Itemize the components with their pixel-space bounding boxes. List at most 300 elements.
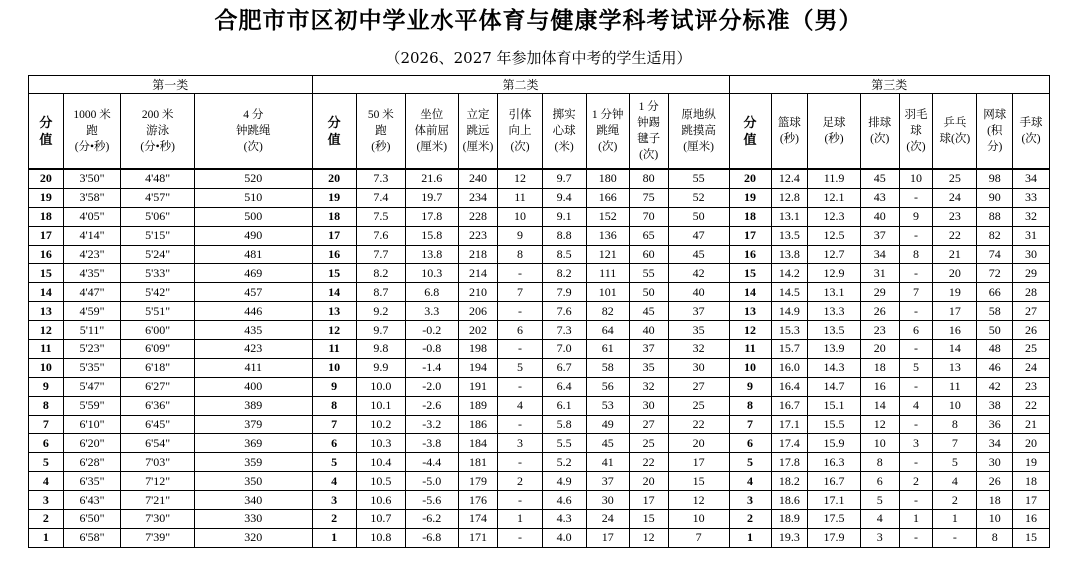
cell-pingpong: 2 bbox=[933, 491, 977, 510]
cell-rope4: 490 bbox=[194, 226, 312, 245]
header-line: 掷实 bbox=[552, 109, 576, 121]
cell-shuttle: 30 bbox=[629, 396, 668, 415]
cell-football: 13.9 bbox=[808, 340, 861, 359]
cell-dash50: 10.1 bbox=[356, 396, 405, 415]
cell-vjump: 40 bbox=[668, 283, 729, 302]
cell-pullup: - bbox=[498, 491, 542, 510]
cell-tennis: 8 bbox=[977, 528, 1013, 547]
score-cell: 15 bbox=[312, 264, 356, 283]
cell-badminton: 2 bbox=[899, 472, 933, 491]
cell-sitreach: 17.8 bbox=[406, 207, 459, 226]
header-line: 50 米 bbox=[367, 109, 394, 121]
header-line: 分 bbox=[39, 115, 53, 130]
header-line: (次) bbox=[639, 149, 659, 161]
cell-vjump: 22 bbox=[668, 415, 729, 434]
cell-longjump: 171 bbox=[458, 528, 498, 547]
cell-tennis: 30 bbox=[977, 453, 1013, 472]
cell-basketball: 12.4 bbox=[771, 169, 808, 188]
score-cell: 1 bbox=[29, 528, 64, 547]
cell-swim200: 6'36" bbox=[121, 396, 195, 415]
cell-football: 13.1 bbox=[808, 283, 861, 302]
cell-volleyball: 34 bbox=[860, 245, 899, 264]
score-cell: 14 bbox=[29, 283, 64, 302]
score-cell: 8 bbox=[729, 396, 771, 415]
column-header-row bbox=[29, 94, 1050, 170]
table-row bbox=[29, 188, 1050, 207]
cell-volleyball: 12 bbox=[860, 415, 899, 434]
table-row bbox=[29, 340, 1050, 359]
cell-volleyball: 16 bbox=[860, 377, 899, 396]
cell-tennis: 98 bbox=[977, 169, 1013, 188]
cell-vjump: 7 bbox=[668, 528, 729, 547]
cell-sitreach: 13.8 bbox=[406, 245, 459, 264]
table-row bbox=[29, 510, 1050, 529]
header-line: 值 bbox=[39, 132, 53, 147]
header-medicine-ball bbox=[542, 94, 586, 170]
header-line: 球 bbox=[910, 125, 922, 137]
score-cell: 12 bbox=[729, 321, 771, 340]
cell-pullup: 3 bbox=[498, 434, 542, 453]
cell-swim200: 7'39" bbox=[121, 528, 195, 547]
cell-rope4: 500 bbox=[194, 207, 312, 226]
table-row bbox=[29, 245, 1050, 264]
cell-vjump: 17 bbox=[668, 453, 729, 472]
cell-vjump: 45 bbox=[668, 245, 729, 264]
cell-pullup: - bbox=[498, 377, 542, 396]
header-line: 值 bbox=[743, 132, 757, 147]
cell-dash50: 7.6 bbox=[356, 226, 405, 245]
cell-swim200: 6'00" bbox=[121, 321, 195, 340]
score-cell: 10 bbox=[29, 358, 64, 377]
score-cell: 6 bbox=[729, 434, 771, 453]
score-cell: 14 bbox=[729, 283, 771, 302]
cell-pingpong: 5 bbox=[933, 453, 977, 472]
cell-pingpong: 22 bbox=[933, 226, 977, 245]
cell-longjump: 223 bbox=[458, 226, 498, 245]
cell-rope4: 435 bbox=[194, 321, 312, 340]
cell-swim200: 7'12" bbox=[121, 472, 195, 491]
cell-pullup: 12 bbox=[498, 169, 542, 188]
score-cell: 4 bbox=[729, 472, 771, 491]
cell-run1000: 6'20" bbox=[63, 434, 121, 453]
cell-tennis: 66 bbox=[977, 283, 1013, 302]
cell-dash50: 9.2 bbox=[356, 302, 405, 321]
cell-rope1: 45 bbox=[586, 434, 629, 453]
cell-tennis: 36 bbox=[977, 415, 1013, 434]
cell-rope4: 481 bbox=[194, 245, 312, 264]
cell-basketball: 14.9 bbox=[771, 302, 808, 321]
cell-handball: 30 bbox=[1013, 245, 1050, 264]
cell-sitreach: -0.2 bbox=[406, 321, 459, 340]
cell-shuttle: 70 bbox=[629, 207, 668, 226]
cell-rope4: 369 bbox=[194, 434, 312, 453]
cell-ballthrow: 6.4 bbox=[542, 377, 586, 396]
score-cell: 8 bbox=[29, 396, 64, 415]
score-cell: 18 bbox=[312, 207, 356, 226]
header-line: 心球 bbox=[552, 125, 576, 137]
header-line: (分•秒) bbox=[140, 141, 176, 153]
cell-ballthrow: 6.7 bbox=[542, 358, 586, 377]
cell-handball: 15 bbox=[1013, 528, 1050, 547]
cell-sitreach: 19.7 bbox=[406, 188, 459, 207]
cell-pingpong: 20 bbox=[933, 264, 977, 283]
cell-ballthrow: 7.3 bbox=[542, 321, 586, 340]
cell-ballthrow: 7.9 bbox=[542, 283, 586, 302]
cell-pingpong: 25 bbox=[933, 169, 977, 188]
cell-shuttle: 40 bbox=[629, 321, 668, 340]
table-row bbox=[29, 472, 1050, 491]
page-title: 合肥市市区初中学业水平体育与健康学科考试评分标准（男） bbox=[214, 8, 863, 34]
cell-tennis: 26 bbox=[977, 472, 1013, 491]
cell-tennis: 46 bbox=[977, 358, 1013, 377]
score-cell: 11 bbox=[29, 340, 64, 359]
cell-badminton: 3 bbox=[899, 434, 933, 453]
header-line: (秒) bbox=[371, 141, 391, 153]
header-tennis bbox=[977, 94, 1013, 170]
cell-pullup: 9 bbox=[498, 226, 542, 245]
cell-basketball: 12.8 bbox=[771, 188, 808, 207]
header-line: 向上 bbox=[508, 125, 532, 137]
cell-volleyball: 4 bbox=[860, 510, 899, 529]
table-row bbox=[29, 415, 1050, 434]
score-cell: 17 bbox=[29, 226, 64, 245]
cell-swim200: 5'33" bbox=[121, 264, 195, 283]
cell-football: 17.1 bbox=[808, 491, 861, 510]
category-header-row bbox=[29, 76, 1050, 94]
cell-handball: 32 bbox=[1013, 207, 1050, 226]
cell-pullup: - bbox=[498, 453, 542, 472]
cell-shuttle: 60 bbox=[629, 245, 668, 264]
cell-badminton: 5 bbox=[899, 358, 933, 377]
table-row bbox=[29, 226, 1050, 245]
header-line: (厘米) bbox=[462, 141, 494, 153]
cell-football: 13.5 bbox=[808, 321, 861, 340]
cell-longjump: 189 bbox=[458, 396, 498, 415]
cell-tennis: 90 bbox=[977, 188, 1013, 207]
cell-rope1: 180 bbox=[586, 169, 629, 188]
table-row bbox=[29, 528, 1050, 547]
cell-rope4: 359 bbox=[194, 453, 312, 472]
cell-shuttle: 15 bbox=[629, 510, 668, 529]
cell-badminton: - bbox=[899, 491, 933, 510]
cell-dash50: 9.7 bbox=[356, 321, 405, 340]
header-line: (秒) bbox=[779, 133, 799, 145]
cell-ballthrow: 4.0 bbox=[542, 528, 586, 547]
cell-tennis: 88 bbox=[977, 207, 1013, 226]
cell-shuttle: 75 bbox=[629, 188, 668, 207]
score-cell: 19 bbox=[29, 188, 64, 207]
cell-run1000: 5'11" bbox=[63, 321, 121, 340]
cell-shuttle: 55 bbox=[629, 264, 668, 283]
cell-longjump: 181 bbox=[458, 453, 498, 472]
header-line: 钟跳绳 bbox=[236, 125, 271, 137]
score-cell: 6 bbox=[29, 434, 64, 453]
cell-run1000: 4'47" bbox=[63, 283, 121, 302]
header-line: 跑 bbox=[375, 125, 387, 137]
cell-pullup: - bbox=[498, 340, 542, 359]
score-cell: 7 bbox=[312, 415, 356, 434]
header-line: 毽子 bbox=[637, 133, 661, 145]
cell-basketball: 13.5 bbox=[771, 226, 808, 245]
cell-shuttle: 37 bbox=[629, 340, 668, 359]
cell-sitreach: -6.2 bbox=[406, 510, 459, 529]
cell-longjump: 179 bbox=[458, 472, 498, 491]
cell-tennis: 74 bbox=[977, 245, 1013, 264]
cell-pingpong: - bbox=[933, 528, 977, 547]
score-cell: 20 bbox=[729, 169, 771, 188]
cell-vjump: 12 bbox=[668, 491, 729, 510]
header-line: 跳绳 bbox=[596, 125, 620, 137]
table-row bbox=[29, 302, 1050, 321]
cell-tennis: 42 bbox=[977, 377, 1013, 396]
cell-shuttle: 45 bbox=[629, 302, 668, 321]
cell-ballthrow: 8.8 bbox=[542, 226, 586, 245]
header-line: (米) bbox=[554, 141, 574, 153]
score-cell: 19 bbox=[729, 188, 771, 207]
score-cell: 13 bbox=[29, 302, 64, 321]
cell-vjump: 55 bbox=[668, 169, 729, 188]
cell-football: 15.9 bbox=[808, 434, 861, 453]
cell-handball: 27 bbox=[1013, 302, 1050, 321]
cell-rope1: 64 bbox=[586, 321, 629, 340]
cell-swim200: 6'54" bbox=[121, 434, 195, 453]
cell-swim200: 5'06" bbox=[121, 207, 195, 226]
cell-rope1: 17 bbox=[586, 528, 629, 547]
cell-swim200: 6'18" bbox=[121, 358, 195, 377]
cell-volleyball: 14 bbox=[860, 396, 899, 415]
cell-vjump: 50 bbox=[668, 207, 729, 226]
header-volleyball bbox=[860, 94, 899, 170]
cell-basketball: 18.2 bbox=[771, 472, 808, 491]
header-line: 分) bbox=[987, 141, 1003, 153]
score-cell: 2 bbox=[29, 510, 64, 529]
cell-rope1: 58 bbox=[586, 358, 629, 377]
cell-shuttle: 25 bbox=[629, 434, 668, 453]
cell-rope1: 101 bbox=[586, 283, 629, 302]
cell-vjump: 52 bbox=[668, 188, 729, 207]
cell-football: 15.1 bbox=[808, 396, 861, 415]
cell-handball: 23 bbox=[1013, 377, 1050, 396]
header-vertical-jump bbox=[668, 94, 729, 170]
header-standing-long-jump bbox=[458, 94, 498, 170]
cell-run1000: 6'35" bbox=[63, 472, 121, 491]
cell-handball: 22 bbox=[1013, 396, 1050, 415]
cell-rope1: 111 bbox=[586, 264, 629, 283]
cell-shuttle: 35 bbox=[629, 358, 668, 377]
score-cell: 8 bbox=[312, 396, 356, 415]
cell-swim200: 5'15" bbox=[121, 226, 195, 245]
cell-rope4: 350 bbox=[194, 472, 312, 491]
cell-longjump: 234 bbox=[458, 188, 498, 207]
cell-longjump: 210 bbox=[458, 283, 498, 302]
cell-longjump: 191 bbox=[458, 377, 498, 396]
cell-football: 17.9 bbox=[808, 528, 861, 547]
cell-vjump: 35 bbox=[668, 321, 729, 340]
cell-rope1: 136 bbox=[586, 226, 629, 245]
cell-volleyball: 6 bbox=[860, 472, 899, 491]
cell-badminton: - bbox=[899, 188, 933, 207]
cell-longjump: 186 bbox=[458, 415, 498, 434]
header-line: (次) bbox=[1021, 133, 1041, 145]
cell-sitreach: -3.8 bbox=[406, 434, 459, 453]
cell-rope4: 389 bbox=[194, 396, 312, 415]
cell-tennis: 58 bbox=[977, 302, 1013, 321]
cell-handball: 25 bbox=[1013, 340, 1050, 359]
cell-dash50: 10.0 bbox=[356, 377, 405, 396]
cell-basketball: 18.9 bbox=[771, 510, 808, 529]
cell-ballthrow: 5.5 bbox=[542, 434, 586, 453]
table-row bbox=[29, 264, 1050, 283]
cell-handball: 31 bbox=[1013, 226, 1050, 245]
cell-longjump: 240 bbox=[458, 169, 498, 188]
cell-football: 14.7 bbox=[808, 377, 861, 396]
cell-pullup: 1 bbox=[498, 510, 542, 529]
cell-dash50: 10.3 bbox=[356, 434, 405, 453]
cell-handball: 18 bbox=[1013, 472, 1050, 491]
cell-rope4: 457 bbox=[194, 283, 312, 302]
header-sit-and-reach bbox=[406, 94, 459, 170]
score-cell: 20 bbox=[29, 169, 64, 188]
cell-pullup: 2 bbox=[498, 472, 542, 491]
cell-rope1: 30 bbox=[586, 491, 629, 510]
header-line: 体前屈 bbox=[414, 125, 450, 137]
cell-volleyball: 20 bbox=[860, 340, 899, 359]
table-row bbox=[29, 321, 1050, 340]
header-line: 1 分钟 bbox=[591, 109, 624, 121]
cell-swim200: 5'24" bbox=[121, 245, 195, 264]
cell-swim200: 6'45" bbox=[121, 415, 195, 434]
cell-rope4: 320 bbox=[194, 528, 312, 547]
score-cell: 11 bbox=[729, 340, 771, 359]
header-line: 排球 bbox=[868, 117, 892, 129]
header-basketball bbox=[771, 94, 808, 170]
cell-sitreach: 3.3 bbox=[406, 302, 459, 321]
header-handball bbox=[1013, 94, 1050, 170]
cell-volleyball: 29 bbox=[860, 283, 899, 302]
cell-football: 16.3 bbox=[808, 453, 861, 472]
cell-dash50: 7.3 bbox=[356, 169, 405, 188]
header-line: (次) bbox=[870, 133, 890, 145]
cell-shuttle: 50 bbox=[629, 283, 668, 302]
cell-rope1: 82 bbox=[586, 302, 629, 321]
cell-shuttle: 32 bbox=[629, 377, 668, 396]
cell-rope4: 423 bbox=[194, 340, 312, 359]
cell-ballthrow: 5.8 bbox=[542, 415, 586, 434]
cell-volleyball: 18 bbox=[860, 358, 899, 377]
header-line: 钟踢 bbox=[637, 117, 661, 129]
score-cell: 2 bbox=[729, 510, 771, 529]
cell-shuttle: 20 bbox=[629, 472, 668, 491]
cell-rope4: 330 bbox=[194, 510, 312, 529]
cell-pullup: 8 bbox=[498, 245, 542, 264]
cell-pingpong: 10 bbox=[933, 396, 977, 415]
cell-badminton: - bbox=[899, 453, 933, 472]
score-header-1 bbox=[29, 94, 64, 170]
cell-rope1: 166 bbox=[586, 188, 629, 207]
cell-longjump: 198 bbox=[458, 340, 498, 359]
score-cell: 7 bbox=[29, 415, 64, 434]
header-1min-rope bbox=[586, 94, 629, 170]
cell-dash50: 8.2 bbox=[356, 264, 405, 283]
cell-run1000: 6'10" bbox=[63, 415, 121, 434]
header-line: 1 分 bbox=[638, 101, 659, 113]
header-line: (积 bbox=[987, 125, 1003, 137]
header-line: 足球 bbox=[822, 117, 846, 129]
cell-tennis: 48 bbox=[977, 340, 1013, 359]
header-line: (厘米) bbox=[416, 141, 448, 153]
scoring-table bbox=[28, 75, 1050, 548]
cell-run1000: 6'28" bbox=[63, 453, 121, 472]
header-line: (秒) bbox=[824, 133, 844, 145]
header-line: 200 米 bbox=[141, 109, 174, 121]
cell-football: 12.5 bbox=[808, 226, 861, 245]
score-cell: 16 bbox=[29, 245, 64, 264]
cell-ballthrow: 8.2 bbox=[542, 264, 586, 283]
category-two: 第二类 bbox=[312, 76, 729, 94]
header-line: 跳摸高 bbox=[681, 125, 716, 137]
cell-swim200: 4'57" bbox=[121, 188, 195, 207]
cell-shuttle: 27 bbox=[629, 415, 668, 434]
cell-sitreach: -2.6 bbox=[406, 396, 459, 415]
cell-badminton: - bbox=[899, 302, 933, 321]
score-cell: 3 bbox=[29, 491, 64, 510]
cell-vjump: 30 bbox=[668, 358, 729, 377]
table-row bbox=[29, 377, 1050, 396]
cell-football: 16.7 bbox=[808, 472, 861, 491]
cell-rope4: 400 bbox=[194, 377, 312, 396]
cell-swim200: 6'27" bbox=[121, 377, 195, 396]
cell-sitreach: 10.3 bbox=[406, 264, 459, 283]
cell-handball: 17 bbox=[1013, 491, 1050, 510]
cell-volleyball: 8 bbox=[860, 453, 899, 472]
header-line: 乒乓 bbox=[943, 117, 967, 129]
cell-rope1: 152 bbox=[586, 207, 629, 226]
cell-basketball: 13.8 bbox=[771, 245, 808, 264]
cell-run1000: 6'43" bbox=[63, 491, 121, 510]
cell-volleyball: 23 bbox=[860, 321, 899, 340]
score-cell: 13 bbox=[312, 302, 356, 321]
cell-volleyball: 5 bbox=[860, 491, 899, 510]
score-cell: 16 bbox=[312, 245, 356, 264]
cell-tennis: 72 bbox=[977, 264, 1013, 283]
header-line: 1000 米 bbox=[73, 109, 111, 121]
cell-handball: 33 bbox=[1013, 188, 1050, 207]
header-pull-up bbox=[498, 94, 542, 170]
category-three: 第三类 bbox=[729, 76, 1049, 94]
score-cell: 3 bbox=[312, 491, 356, 510]
cell-badminton: 7 bbox=[899, 283, 933, 302]
header-line: 原地纵 bbox=[681, 109, 716, 121]
cell-football: 14.3 bbox=[808, 358, 861, 377]
cell-run1000: 5'59" bbox=[63, 396, 121, 415]
cell-football: 12.9 bbox=[808, 264, 861, 283]
cell-tennis: 34 bbox=[977, 434, 1013, 453]
score-cell: 9 bbox=[729, 377, 771, 396]
cell-ballthrow: 6.1 bbox=[542, 396, 586, 415]
cell-run1000: 6'50" bbox=[63, 510, 121, 529]
cell-pingpong: 14 bbox=[933, 340, 977, 359]
cell-ballthrow: 7.6 bbox=[542, 302, 586, 321]
score-cell: 19 bbox=[312, 188, 356, 207]
cell-longjump: 218 bbox=[458, 245, 498, 264]
cell-tennis: 82 bbox=[977, 226, 1013, 245]
cell-pullup: 5 bbox=[498, 358, 542, 377]
cell-badminton: - bbox=[899, 415, 933, 434]
cell-swim200: 5'42" bbox=[121, 283, 195, 302]
header-line: 跳远 bbox=[466, 125, 490, 137]
header-line: (次) bbox=[243, 141, 263, 153]
cell-sitreach: -2.0 bbox=[406, 377, 459, 396]
